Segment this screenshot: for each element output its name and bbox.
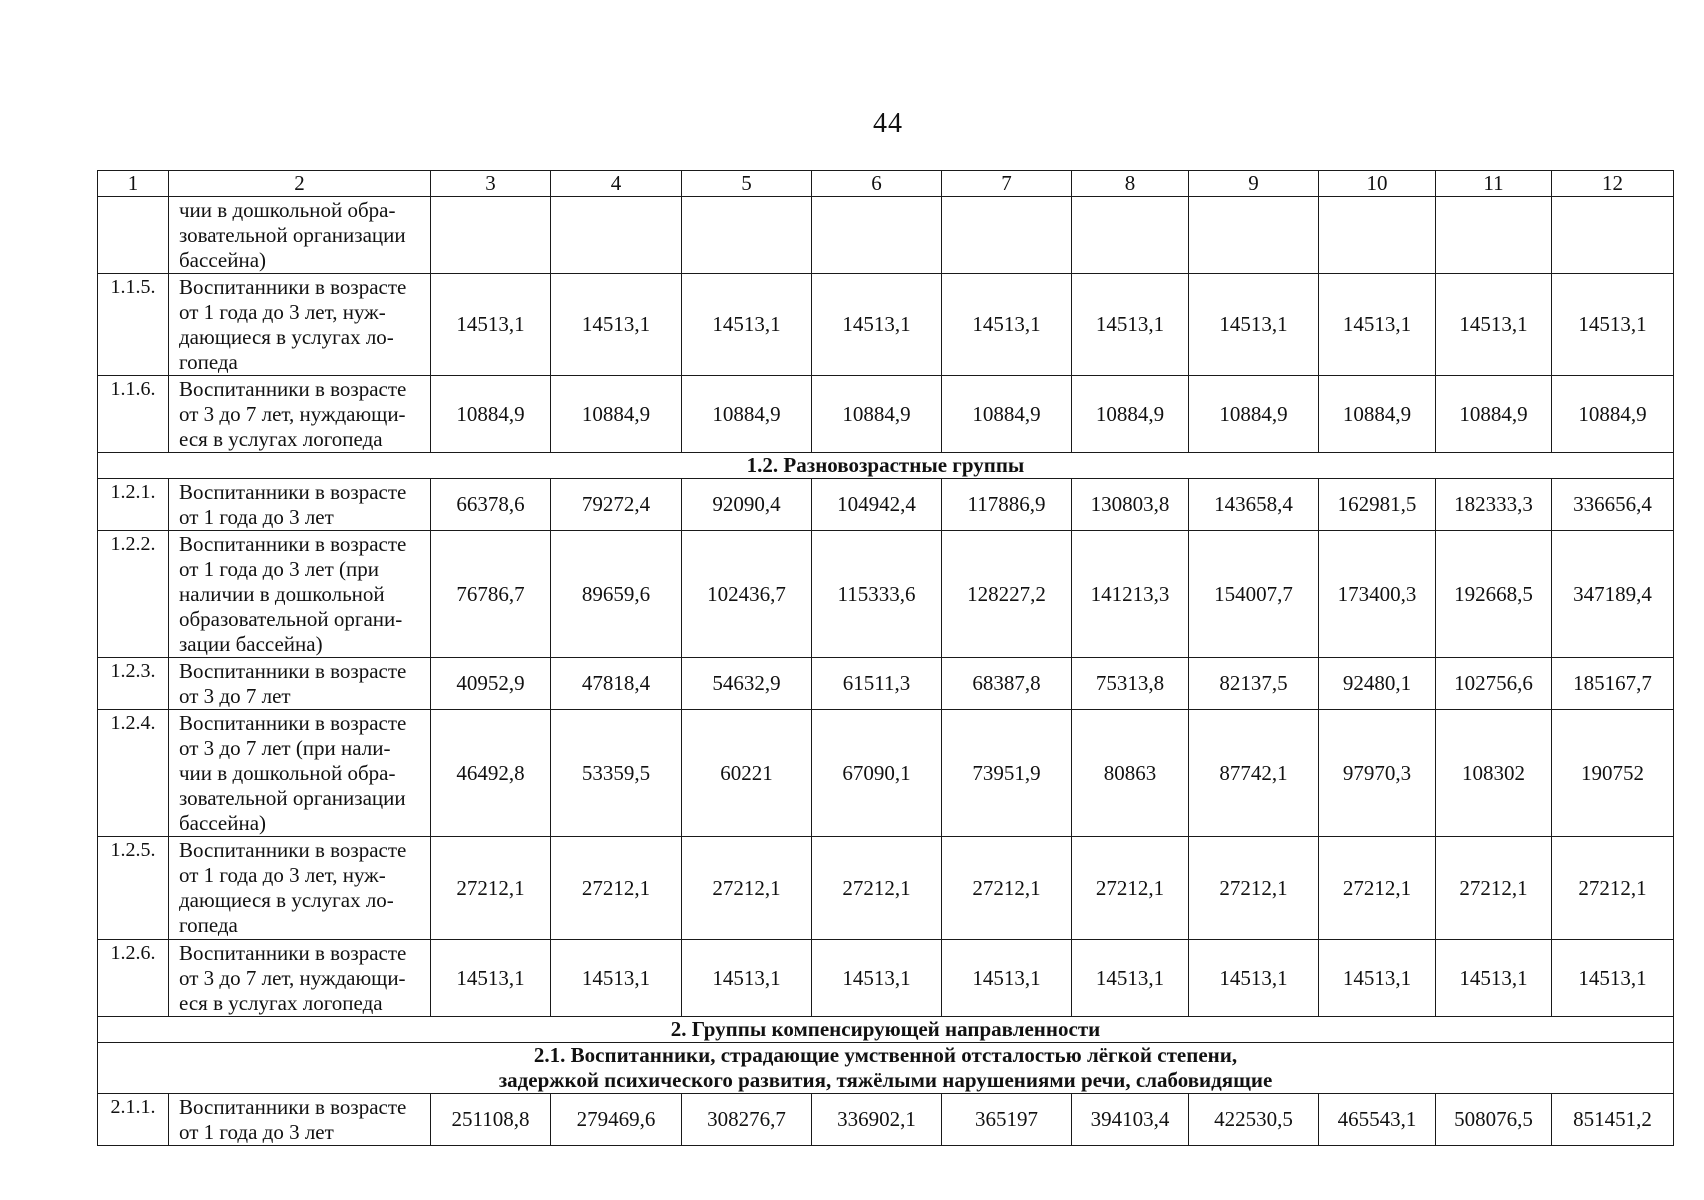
value-cell: [431, 197, 551, 274]
row-description-line: от 1 года до 3 лет, нуж-: [179, 300, 386, 324]
value-cell: 80863: [1072, 710, 1189, 837]
value-cell: [551, 197, 682, 274]
value-cell: 97970,3: [1319, 710, 1436, 837]
value-cell: 14513,1: [1319, 940, 1436, 1017]
value-cell: 27212,1: [1319, 837, 1436, 940]
value-cell: 14513,1: [1072, 274, 1189, 376]
value-cell: [812, 197, 942, 274]
value-cell: 46492,8: [431, 710, 551, 837]
value-cell: 92090,4: [682, 479, 812, 531]
row-description-line: Воспитанники в возрасте: [179, 941, 407, 965]
column-header: 4: [551, 171, 682, 197]
column-header: 9: [1189, 171, 1319, 197]
row-code: 1.2.2.: [98, 531, 169, 658]
row-code: 1.2.6.: [98, 940, 169, 1017]
value-cell: 14513,1: [682, 274, 812, 376]
row-description-line: Воспитанники в возрасте: [179, 838, 407, 862]
value-cell: 128227,2: [942, 531, 1072, 658]
row-description-line: от 3 до 7 лет, нуждающи-: [179, 966, 406, 990]
value-cell: 10884,9: [1072, 376, 1189, 453]
value-cell: 14513,1: [1552, 940, 1674, 1017]
value-cell: 422530,5: [1189, 1094, 1319, 1146]
section-title-line: 1.2. Разновозрастные группы: [746, 453, 1025, 477]
value-cell: [1319, 197, 1436, 274]
data-table: [97, 170, 1674, 1146]
value-cell: 10884,9: [682, 376, 812, 453]
value-cell: 154007,7: [1189, 531, 1319, 658]
value-cell: 185167,7: [1552, 658, 1674, 710]
value-cell: 89659,6: [551, 531, 682, 658]
row-description-line: Воспитанники в возрасте: [179, 711, 407, 735]
value-cell: 79272,4: [551, 479, 682, 531]
row-description-line: зовательной организации: [179, 223, 406, 247]
row-description-line: гопеда: [179, 913, 238, 937]
column-header: 6: [812, 171, 942, 197]
table-row: [98, 274, 1674, 376]
row-code: [98, 197, 169, 274]
table-row: [98, 940, 1674, 1017]
row-description-line: от 3 до 7 лет (при нали-: [179, 736, 391, 760]
row-description: [169, 940, 431, 1017]
row-description: [169, 531, 431, 658]
section-title-line: 2. Группы компенсирующей направленности: [670, 1017, 1101, 1041]
row-code: 1.2.1.: [98, 479, 169, 531]
value-cell: 67090,1: [812, 710, 942, 837]
table-row: [98, 479, 1674, 531]
value-cell: 851451,2: [1552, 1094, 1674, 1146]
row-description: [169, 658, 431, 710]
value-cell: 14513,1: [682, 940, 812, 1017]
row-description-line: от 3 до 7 лет, нуждающи-: [179, 402, 406, 426]
column-header: 11: [1436, 171, 1552, 197]
row-description-line: Воспитанники в возрасте: [179, 659, 407, 683]
value-cell: 75313,8: [1072, 658, 1189, 710]
value-cell: 14513,1: [431, 274, 551, 376]
value-cell: [1552, 197, 1674, 274]
table-row: [98, 376, 1674, 453]
value-cell: 162981,5: [1319, 479, 1436, 531]
value-cell: 192668,5: [1436, 531, 1552, 658]
row-description-line: Воспитанники в возрасте: [179, 275, 407, 299]
value-cell: [1072, 197, 1189, 274]
value-cell: 10884,9: [942, 376, 1072, 453]
row-description-line: зовательной организации: [179, 786, 406, 810]
value-cell: 14513,1: [942, 274, 1072, 376]
value-cell: 115333,6: [812, 531, 942, 658]
table-row: [98, 710, 1674, 837]
table-row: [98, 1094, 1674, 1146]
value-cell: [1436, 197, 1552, 274]
value-cell: 27212,1: [812, 837, 942, 940]
row-description-line: Воспитанники в возрасте: [179, 377, 407, 401]
section-title: [98, 1043, 1674, 1094]
value-cell: 53359,5: [551, 710, 682, 837]
value-cell: 68387,8: [942, 658, 1072, 710]
row-description: [169, 376, 431, 453]
page-number: 44: [873, 108, 903, 139]
value-cell: 182333,3: [1436, 479, 1552, 531]
value-cell: 14513,1: [942, 940, 1072, 1017]
column-header: 3: [431, 171, 551, 197]
value-cell: 60221: [682, 710, 812, 837]
value-cell: 10884,9: [1552, 376, 1674, 453]
table-row: [98, 197, 1674, 274]
row-description-line: от 1 года до 3 лет (при: [179, 557, 380, 581]
row-description-line: Воспитанники в возрасте: [179, 480, 407, 504]
row-description-line: от 1 года до 3 лет, нуж-: [179, 863, 386, 887]
row-description: [169, 710, 431, 837]
value-cell: 87742,1: [1189, 710, 1319, 837]
row-description-line: чии в дошкольной обра-: [179, 761, 396, 785]
column-header: 2: [169, 171, 431, 197]
value-cell: 14513,1: [1189, 940, 1319, 1017]
value-cell: 27212,1: [1552, 837, 1674, 940]
value-cell: 104942,4: [812, 479, 942, 531]
value-cell: 27212,1: [431, 837, 551, 940]
section-title-line: задержкой психического развития, тяжёлыми нарушениями речи, слабовидящие: [498, 1068, 1273, 1092]
column-header: 12: [1552, 171, 1674, 197]
value-cell: 14513,1: [1436, 274, 1552, 376]
row-description: [169, 479, 431, 531]
value-cell: 10884,9: [551, 376, 682, 453]
value-cell: 365197: [942, 1094, 1072, 1146]
section-title: [98, 1017, 1674, 1043]
column-header: 7: [942, 171, 1072, 197]
value-cell: 117886,9: [942, 479, 1072, 531]
row-description-line: Воспитанники в возрасте: [179, 1095, 407, 1119]
value-cell: 108302: [1436, 710, 1552, 837]
column-header: 1: [98, 171, 169, 197]
value-cell: 102756,6: [1436, 658, 1552, 710]
value-cell: 27212,1: [942, 837, 1072, 940]
row-description: [169, 197, 431, 274]
row-description-line: еся в услугах логопеда: [179, 427, 383, 451]
row-description-line: бассейна): [179, 811, 267, 835]
row-description: [169, 1094, 431, 1146]
row-description-line: чии в дошкольной обра-: [179, 198, 396, 222]
value-cell: 14513,1: [1436, 940, 1552, 1017]
row-code: 1.2.3.: [98, 658, 169, 710]
value-cell: 73951,9: [942, 710, 1072, 837]
value-cell: 27212,1: [1436, 837, 1552, 940]
row-description-line: дающиеся в услугах ло-: [179, 325, 394, 349]
value-cell: 54632,9: [682, 658, 812, 710]
value-cell: 251108,8: [431, 1094, 551, 1146]
row-description-line: от 3 до 7 лет: [179, 684, 291, 708]
value-cell: 10884,9: [1436, 376, 1552, 453]
value-cell: 27212,1: [551, 837, 682, 940]
value-cell: 27212,1: [682, 837, 812, 940]
table-row: [98, 658, 1674, 710]
value-cell: 14513,1: [1319, 274, 1436, 376]
value-cell: [682, 197, 812, 274]
row-code: 2.1.1.: [98, 1094, 169, 1146]
value-cell: 130803,8: [1072, 479, 1189, 531]
row-description-line: от 1 года до 3 лет: [179, 1120, 334, 1144]
section-title-line: 2.1. Воспитанники, страдающие умственной отсталостью лёгкой степени,: [533, 1043, 1238, 1067]
row-description-line: образовательной органи-: [179, 607, 403, 631]
value-cell: 92480,1: [1319, 658, 1436, 710]
column-header: 10: [1319, 171, 1436, 197]
row-code: 1.2.5.: [98, 837, 169, 940]
value-cell: [942, 197, 1072, 274]
value-cell: 14513,1: [812, 274, 942, 376]
row-description-line: дающиеся в услугах ло-: [179, 888, 394, 912]
section-header-row: [98, 1043, 1674, 1094]
value-cell: [1189, 197, 1319, 274]
value-cell: 14513,1: [1552, 274, 1674, 376]
value-cell: 14513,1: [551, 274, 682, 376]
value-cell: 347189,4: [1552, 531, 1674, 658]
value-cell: 102436,7: [682, 531, 812, 658]
value-cell: 14513,1: [1072, 940, 1189, 1017]
row-description-line: наличии в дошкольной: [179, 582, 385, 606]
value-cell: 27212,1: [1072, 837, 1189, 940]
table-row: [98, 531, 1674, 658]
value-cell: 10884,9: [812, 376, 942, 453]
row-description-line: бассейна): [179, 248, 267, 272]
row-description: [169, 837, 431, 940]
row-code: 1.1.5.: [98, 274, 169, 376]
value-cell: 10884,9: [431, 376, 551, 453]
column-header: 8: [1072, 171, 1189, 197]
column-header: 5: [682, 171, 812, 197]
row-description-line: гопеда: [179, 350, 238, 374]
value-cell: 10884,9: [1319, 376, 1436, 453]
section-header-row: [98, 1017, 1674, 1043]
table-header-row: [98, 171, 1674, 197]
value-cell: 190752: [1552, 710, 1674, 837]
section-title: [98, 453, 1674, 479]
value-cell: 27212,1: [1189, 837, 1319, 940]
value-cell: 336902,1: [812, 1094, 942, 1146]
value-cell: 66378,6: [431, 479, 551, 531]
value-cell: 141213,3: [1072, 531, 1189, 658]
value-cell: 465543,1: [1319, 1094, 1436, 1146]
value-cell: 14513,1: [431, 940, 551, 1017]
value-cell: 10884,9: [1189, 376, 1319, 453]
row-description-line: еся в услугах логопеда: [179, 991, 383, 1015]
value-cell: 14513,1: [551, 940, 682, 1017]
section-header-row: [98, 453, 1674, 479]
value-cell: 14513,1: [1189, 274, 1319, 376]
value-cell: 14513,1: [812, 940, 942, 1017]
value-cell: 508076,5: [1436, 1094, 1552, 1146]
value-cell: 82137,5: [1189, 658, 1319, 710]
value-cell: 308276,7: [682, 1094, 812, 1146]
value-cell: 47818,4: [551, 658, 682, 710]
table-row: [98, 837, 1674, 940]
value-cell: 143658,4: [1189, 479, 1319, 531]
row-code: 1.1.6.: [98, 376, 169, 453]
row-description-line: Воспитанники в возрасте: [179, 532, 407, 556]
row-description-line: зации бассейна): [179, 632, 323, 656]
value-cell: 61511,3: [812, 658, 942, 710]
value-cell: 76786,7: [431, 531, 551, 658]
row-description-line: от 1 года до 3 лет: [179, 505, 334, 529]
value-cell: 173400,3: [1319, 531, 1436, 658]
row-code: 1.2.4.: [98, 710, 169, 837]
row-description: [169, 274, 431, 376]
value-cell: 40952,9: [431, 658, 551, 710]
value-cell: 336656,4: [1552, 479, 1674, 531]
value-cell: 394103,4: [1072, 1094, 1189, 1146]
value-cell: 279469,6: [551, 1094, 682, 1146]
